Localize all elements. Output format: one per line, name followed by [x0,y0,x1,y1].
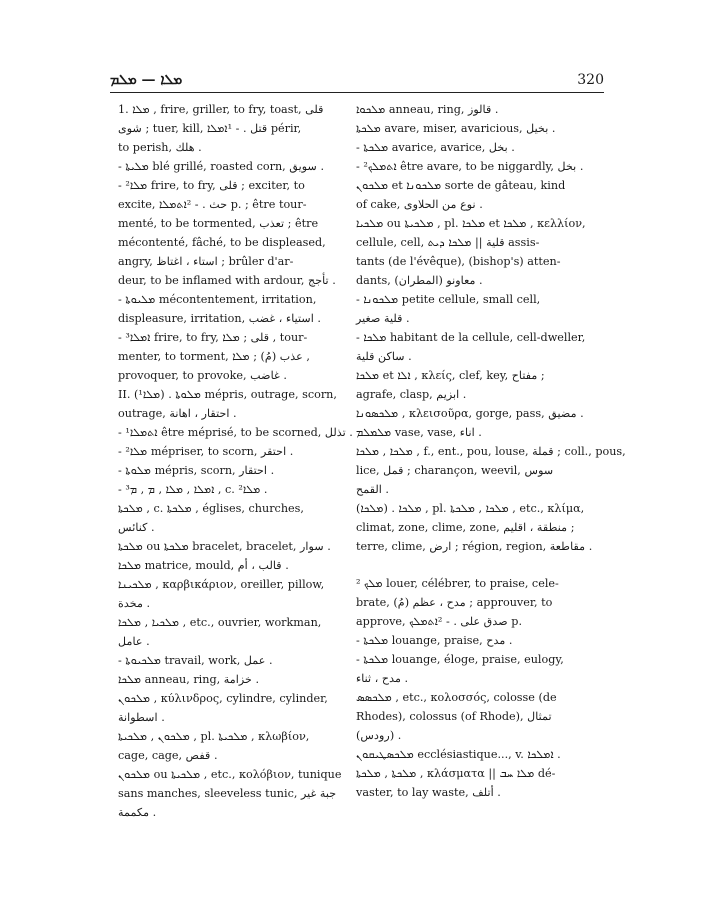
section-gap [356,556,588,574]
entry-line: مكممة . [118,806,157,819]
entry-line: - ³ܐܡܠܐ , ܡܠܐ , ܡ , ܡ , c. ²ܡܠܐ . [118,483,268,496]
entry-line: - ܡܠܟܬܐ avarice, avarice, بخل . [356,141,515,154]
page-header [110,70,604,93]
entry-line: ܡܠܟܬܐ ou ܡܠܟܬܐ bracelet, bracelet, سوار . [118,540,331,553]
entry-line: displeasure, irritation, استياء ، غضب . [118,312,321,325]
entry-line: قلية صغير . [356,312,410,325]
entry-line: ܡܠܟܐ anneau, ring, خزامة . [118,673,260,686]
entry-line: 1. ܡܠܐ , frire, griller, to fry, toast, قلى [118,103,324,116]
entry-line: ܡܠܟܘܐ anneau, ring, قالوز . [356,103,499,116]
entry-line: - ܡܠܝܘܬܐ mécontentement, irritation, [118,293,317,306]
entry-line: II. (ܡܠܐ¹) . ܡܠܘܬܐ mépris, outrage, scorn, [118,388,337,401]
entry-line: outrage, احتقار ، اهانة . [118,407,237,420]
entry-line: of cake, نوع من الحلاوى . [356,198,483,211]
entry-line: ܡܠܟܘܢ ou ܡܠܟܝܬܐ , etc., κολόβιον, tunique [118,768,342,781]
entry-line: شوى ; tuer, kill, قتل . - ¹ܐܡܠܐ périr, [118,122,302,135]
entry-line: vaster, to lay waste, أتلف . [356,786,501,799]
entry-line: ܡܠܟܣܛܝܩܘܢ ecclésiastique..., v. ܐܡܠܟܐ . [356,748,561,761]
entry-line: - ܡܠܟܘܢܐ petite cellule, small cell, [356,293,541,306]
entry-line: cellule, cell, قلية || ܡܠܟܐ ܕܝܬ assis- [356,236,540,249]
entry-line: ܡܠܟܝܢܐ , καρβικάριον, oreiller, pillow, [118,578,325,591]
entry-line: dants, (المطران) معاونو . [356,274,483,287]
entry-line: (رودس) . [356,729,402,742]
entry-line: ܡܠܟܐ matrice, mould, قالب ، أم . [118,559,289,572]
entry-line: - ¹ܐܬܡܠܐ être méprisé, to be scorned, تذلل . [118,426,353,439]
entry-line: ܡܠܡܠܡ vase, vase, اناء . [356,426,482,439]
entry-line: climat, zone, clime, zone, منطقة ، اقليم ; [356,521,575,534]
entry-line: - ܡܠܘܬܐ mépris, scorn, احتقار . [118,464,275,477]
running-head: ܡܠܐ — ܡܠܡ [110,72,183,88]
entry-line: Rhodes), colossus (of Rhode), تمثال [356,710,552,723]
entry-line: - ²ܡܠܐ frire, to fry, قلى ; exciter, to [118,179,305,192]
entry-line: mécontenté, fâché, to be displeased, [118,236,326,249]
entry-line: excite, حث . - ²ܐܬܡܠܐ p. ; être tour- [118,198,307,211]
entry-line: menter, to torment, عذب (مُ) ; ܡܠܐ , [118,350,310,363]
entry-line: ܡܠܟܬܐ , c. ܡܠܟܬܐ , églises, churches, [118,502,304,515]
entry-line: ساكن قلية . [356,350,412,363]
entry-line: - ²ܐܬܡܠܟ être avare, to be niggardly, بخل . [356,160,584,173]
right-column [356,100,626,802]
entry-line: عامل . [118,635,150,648]
left-column [118,100,356,822]
entry-line: - ²ܡܠܐ mépriser, to scorn, احتقر . [118,445,294,458]
entry-line: ܡܠܟܝܐ ou ܡܠܟܝܬܐ , pl. ܡܠܟܐ et ܡܠܟܐ , κελλίον, [356,217,586,230]
entry-line: كنائس . [118,521,155,534]
entry-line: مخدة . [118,597,151,610]
entry-line: ܡܠܟܝܐ , ܡܠܟܐ , etc., ouvrier, workman, [118,616,322,629]
entry-line: ² ܡܠܟ louer, célébrer, to praise, cele- [356,577,559,590]
entry-line: to perish, هلك . [118,141,202,154]
entry-line: - ³ܐܡܠܐ frire, to fry, قلى ; ܡܠܐ , tour- [118,331,308,344]
entry-line: ܡܠܟܐ et ܐܠܐ , κλείς, clef, key, مفتاح ; [356,369,545,382]
entry-line: - ܡܠܟܬܐ louange, praise, مدح . [356,634,513,647]
entry-line: brate, مدح ، عظم (مُ) ; approuver, to [356,596,553,609]
entry-line: (ܡܠܟܐ) . ܡܠܟܐ , pl. ܡܠܟܐ , ܡܠܟܬܐ , etc., κλίμα, [356,502,585,515]
entry-line: agrafe, clasp, ابزيم . [356,388,467,401]
entry-line: - ܡܠܟܬܐ louange, éloge, praise, eulogy, [356,653,564,666]
entry-line: ܡܠܟܬܐ , ܡܠܟܬܐ , κλάσματα || ܡܠܐ ܚܒ dé- [356,767,556,780]
entry-line: sans manches, sleeveless tunic, جبة غير [118,787,337,800]
entry-line: angry, استاء ، اغتاظ ; brûler d'ar- [118,255,294,268]
entry-line: ܡܠܟܣܣ , etc., κολοσσός, colosse (de [356,691,557,704]
entry-line: ܡܠܟܐ , ܡܠܟܐ , f., ent., pou, louse, قملة ; coll., pous, [356,445,626,458]
entry-line: - ܡܠܝܬܐ blé grillé, roasted corn, سويق . [118,160,325,173]
entry-line: ܡܠܟܣܘܢܐ , κλεισοῦρα, gorge, pass, مضيق . [356,407,584,420]
entry-line: terre, clime, ارض ; région, region, مقاطعة . [356,540,593,553]
entry-line: deur, to be inflamed with ardour, تأجج . [118,274,336,287]
page-number: 320 [577,72,604,88]
entry-line: اسطوانة . [118,711,165,724]
entry-line: lice, قمل ; charançon, weevil, سوس [356,464,554,477]
entry-line: القمح . [356,483,389,496]
entry-line: approve, صدق على . - ²ܐܬܡܠܟ p. [356,615,523,628]
entry-line: مدح ، ثناء . [356,672,409,685]
entry-line: ܡܠܟܘܢ et ܡܠܟܘܢܐ sorte de gâteau, kind [356,179,566,192]
entry-line: tants (de l'évêque), (bishop's) atten- [356,255,561,268]
entry-line: - ܡܠܟܐ habitant de la cellule, cell-dweller, [356,331,586,344]
entry-line: provoquer, to provoke, غاضب . [118,369,287,382]
entry-line: cage, cage, قفص . [118,749,218,762]
entry-line: - ܡܠܟܝܘܬܐ travail, work, عمل . [118,654,273,667]
entry-line: ܡܠܟܘܢ , ܡܠܟܝܬܐ , pl. ܡܠܟܝܬܐ , κλωβίον, [118,730,310,743]
entry-line: menté, to be tormented, تعذب ; être [118,217,319,230]
entry-line: ܡܠܟܘܢ , κύλινδρος, cylindre, cylinder, [118,692,328,705]
entry-line: ܡܠܟܬܐ avare, miser, avaricious, بخيل . [356,122,556,135]
